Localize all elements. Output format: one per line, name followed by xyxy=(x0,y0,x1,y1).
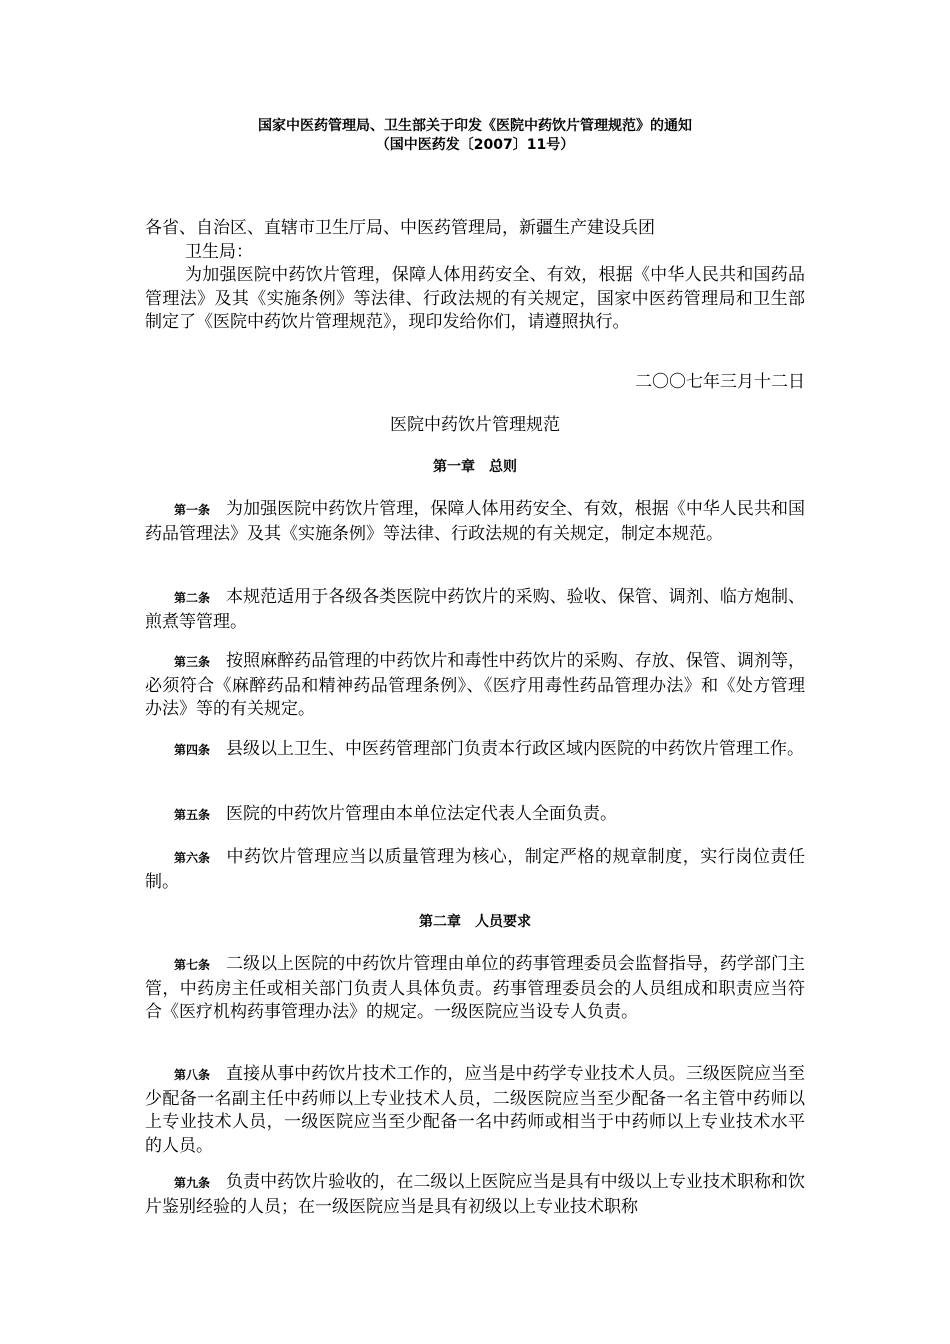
article xyxy=(145,803,805,828)
article xyxy=(145,1171,805,1219)
article xyxy=(145,650,805,722)
article-label: 第九条 xyxy=(174,1176,211,1190)
article-text: 直接从事中药饮片技术工作的，应当是中药学专业技术人员。三级医院应当至少配备一名副主任中药师以上专业技术人员，二级医院应当至少配备一名主管中药师以上专业技术人员，一级医院应当至少配备一名中药师或相当于中药师以上专业技术水平的人员。 xyxy=(145,1064,805,1156)
article-label: 第八条 xyxy=(174,1068,211,1082)
article-text: 二级以上医院的中药饮片管理由单位的药事管理委员会监督指导，药学部门主管，中药房主任或相关部门负责人具体负责。药事管理委员会的人员组成和职责应当符合《医疗机构药事管理办法》的规定。一级医院应当设专人负责。 xyxy=(145,954,805,1022)
notice-date: 二〇〇七年三月十二日 xyxy=(635,372,805,392)
article-label: 第四条 xyxy=(174,743,211,757)
article-label: 第六条 xyxy=(174,851,211,865)
article xyxy=(145,1063,805,1158)
article xyxy=(145,738,805,763)
article xyxy=(145,953,805,1025)
article xyxy=(145,498,805,546)
notice-title: 国家中医药管理局、卫生部关于印发《医院中药饮片管理规范》的通知 xyxy=(258,118,692,134)
article-text: 按照麻醉药品管理的中药饮片和毒性中药饮片的采购、存放、保管、调剂等，必须符合《麻醉药品和精神药品管理条例》、《医疗用毒性药品管理办法》和《处方管理办法》等的有关规定。 xyxy=(145,651,805,719)
article xyxy=(145,846,805,894)
document-number: （国中医药发〔2007〕11号） xyxy=(375,137,575,153)
chapter-heading: 第二章 人员要求 xyxy=(419,914,531,930)
notice-body xyxy=(145,217,805,335)
article-text: 负责中药饮片验收的，在二级以上医院应当是具有中级以上专业技术职称和饮片鉴别经验的人员；在一级医院应当是具有初级以上专业技术职称 xyxy=(145,1172,805,1217)
article-label: 第五条 xyxy=(174,808,211,822)
article xyxy=(145,586,805,634)
recipients-line: 各省、自治区、直辖市卫生厅局、中医药管理局，新疆生产建设兵团 xyxy=(145,218,655,238)
chapter-heading: 第一章 总则 xyxy=(433,459,517,475)
regulation-title: 医院中药饮片管理规范 xyxy=(390,415,560,435)
article-text: 本规范适用于各级各类医院中药饮片的采购、验收、保管、调剂、临方炮制、煎煮等管理。 xyxy=(145,587,805,632)
article-label: 第七条 xyxy=(174,958,211,972)
article-label: 第一条 xyxy=(174,503,211,517)
article-text: 医院的中药饮片管理由本单位法定代表人全面负责。 xyxy=(226,804,618,824)
recipients-line-cont: 卫生局： xyxy=(185,241,253,262)
article-label: 第二条 xyxy=(174,591,211,605)
article-text: 县级以上卫生、中医药管理部门负责本行政区域内医院的中药饮片管理工作。 xyxy=(226,739,805,759)
notice-paragraph: 为加强医院中药饮片管理，保障人体用药安全、有效，根据《中华人民共和国药品管理法》及其《实施条例》等法律、行政法规的有关规定，国家中医药管理局和卫生部制定了《医院中药饮片管理规范》，现印发给你们，请遵照执行。 xyxy=(145,265,805,332)
article-label: 第三条 xyxy=(174,655,211,669)
article-text: 为加强医院中药饮片管理，保障人体用药安全、有效，根据《中华人民共和国药品管理法》及其《实施条例》等法律、行政法规的有关规定，制定本规范。 xyxy=(145,499,805,544)
article-text: 中药饮片管理应当以质量管理为核心，制定严格的规章制度，实行岗位责任制。 xyxy=(145,847,805,892)
